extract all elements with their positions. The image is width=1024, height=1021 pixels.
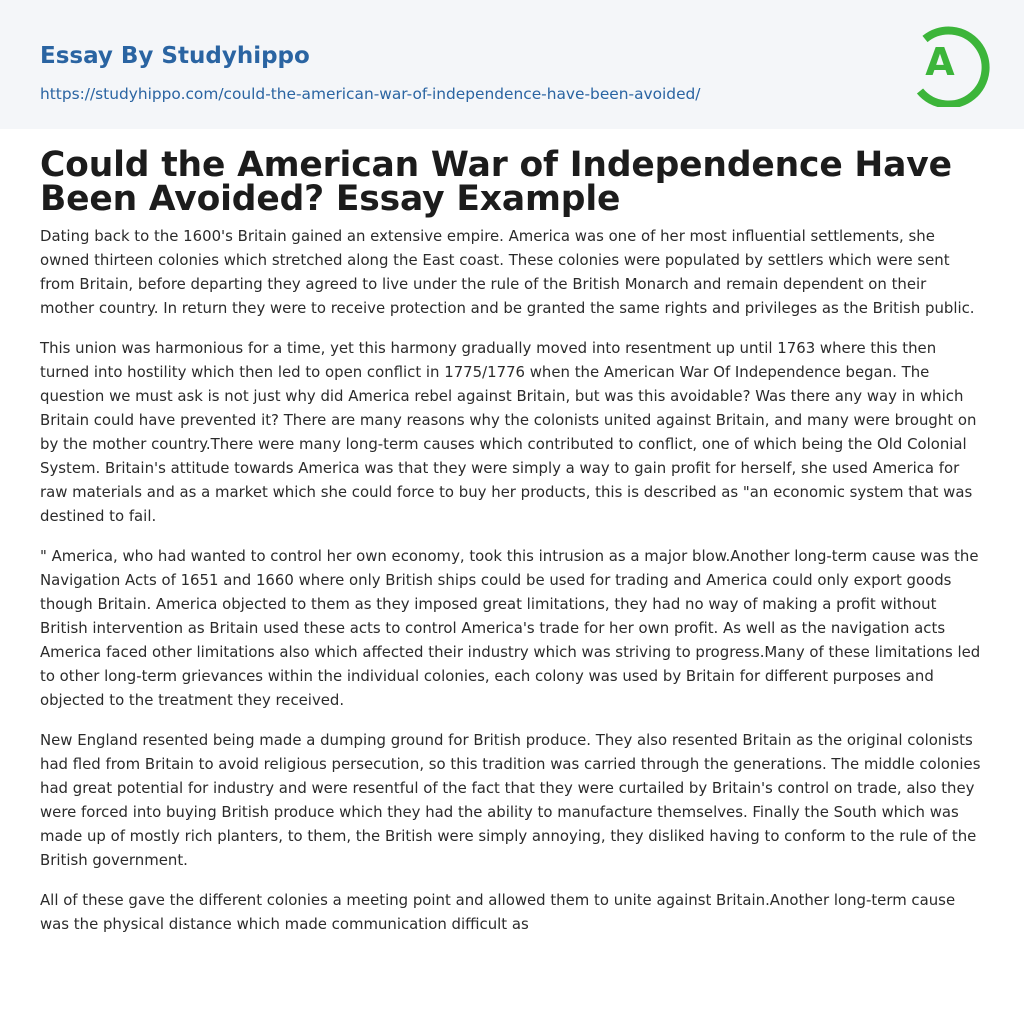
paragraph: All of these gave the different colonies a meeting point and allowed them to unite against Britain.Another long-term cause was the physical distance which made communication difficult as [40,891,956,933]
site-title[interactable]: Essay By Studyhippo [40,43,310,69]
logo-graphic [904,17,992,107]
article [40,145,985,952]
paragraph: New England resented being made a dumping ground for British produce. They also resented Britain as the original colonists had fled from Britain to avoid religious persecution, so this tradition was carried through the generations. The middle colonies had great potential for industry and were resentful of the fact that they were curtailed by Britain's control on trade, also they were forced into buying British produce which they had the ability to manufacture themselves. Finally the South which was made up of mostly rich planters, to them, the British were simply annoying, they disliked having to conform to the rule of the British government. [40,731,981,869]
studyhippo-logo-icon[interactable] [904,17,992,107]
paragraph: " America, who had wanted to control her own economy, took this intrusion as a major blow.Another long-term cause was the Navigation Acts of 1651 and 1660 where only British ships could be used for trading and America could only export goods though Britain. America objected to them as they imposed great limitations, they had no way of making a profit without British intervention as Britain used these acts to control America's trade for her own profit. As well as the navigation acts America faced other limitations also which affected their industry which was striving to progress.Many of these limitations led to other long-term grievances within the individual colonies, each colony was used by Britain for different purposes and objected to the treatment they received. [40,547,981,709]
page-title: Could the American War of Independence Have Been Avoided? Essay Example [40,145,952,219]
logo-letter: A [925,40,955,84]
paragraph: This union was harmonious for a time, yet this harmony gradually moved into resentment up until 1763 where this then turned into hostility which then led to open conflict in 1775/1776 when the American War Of Independence began. The question we must ask is not just why did America rebel against Britain, but was this avoidable? Was there any way in which Britain could have prevented it? There are many reasons why the colonists united against Britain, and many were brought on by the mother country.There were many long-term causes which contributed to conflict, one of which being the Old Colonial System. Britain's attitude towards America was that they were simply a way to gain profit for herself, she used America for raw materials and as a market which she could force to buy her products, this is described as "an economic system that was destined to fail. [40,339,977,525]
site-header [0,0,1024,129]
source-url-link[interactable]: https://studyhippo.com/could-the-american-war-of-independence-have-been-avoided/ [40,85,701,103]
paragraph: Dating back to the 1600's Britain gained an extensive empire. America was one of her most influential settlements, she owned thirteen colonies which stretched along the East coast. These colonies were populated by settlers which were sent from Britain, before departing they agreed to live under the rule of the British Monarch and remain dependent on their mother country. In return they were to receive protection and be granted the same rights and privileges as the British public. [40,227,975,317]
